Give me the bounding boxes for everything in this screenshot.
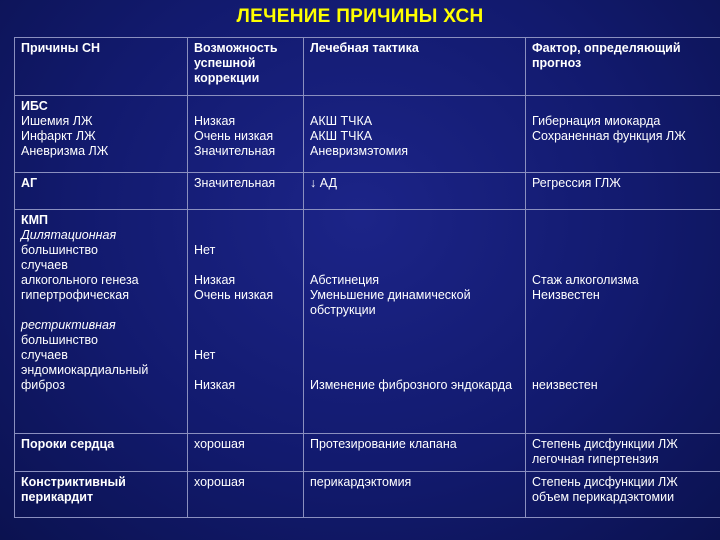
kmp-restrictive-tactic: Изменение фиброзного эндокарда [310,378,513,392]
kmp-restrictive-line-1: большинство [21,333,98,347]
table-row-valves [15,434,720,472]
table-row-pericarditis [15,472,720,518]
kmp-dilated: Дилятационная [21,228,117,242]
cell-valves-cause: Пороки сердца [15,434,188,472]
ibs-possibility-3: Значительная [194,144,276,158]
ibs-possibility-1: Низкая [194,114,236,128]
cell-ag-possibility: Значительная [188,173,304,210]
kmp-dilated-line-1: большинство [21,243,98,257]
kmp-possibility-2: Низкая [194,273,236,287]
cell-ibs-possibility [188,96,304,173]
treatment-table [14,37,720,518]
cell-ag-cause: АГ [15,173,188,210]
kmp-restrictive-line-2: случаев [21,348,68,362]
ibs-tactic-1: АКШ ТЧКА [310,114,373,128]
cell-ibs-tactics [304,96,526,173]
valves-factor-2: легочная гипертензия [532,452,659,466]
ibs-factor-1: Гибернация миокарда [532,114,661,128]
kmp-restrictive-possibility-1: Нет [194,348,216,362]
ibs-cause-1: Ишемия ЛЖ [21,114,93,128]
header-possibility: Возможность успешной коррекции [188,38,304,96]
cell-valves-possibility: хорошая [188,434,304,472]
table-row-ag [15,173,720,210]
header-causes: Причины СН [15,38,188,96]
pericarditis-factor-2: объем перикардэктомии [532,490,675,504]
cell-pericarditis-tactics: перикардэктомия [304,472,526,518]
cell-ag-factor: Регрессия ГЛЖ [526,173,720,210]
cell-ibs-causes [15,96,188,173]
cell-ibs-factor [526,96,720,173]
kmp-hypertrophic: гипертрофическая [21,288,130,302]
cell-kmp-causes [15,210,188,434]
kmp-factor-1: Стаж алкоголизма [532,273,639,287]
header-factor: Фактор, определяющий прогноз [526,38,720,96]
ibs-possibility-2: Очень низкая [194,129,274,143]
kmp-tactic-2: Уменьшение динамической обструкции [310,288,471,317]
ibs-tactic-2: АКШ ТЧКА [310,129,373,143]
cell-kmp-possibility [188,210,304,434]
kmp-tactic-1: Абстинеция [310,273,380,287]
header-tactics: Лечебная тактика [304,38,526,96]
kmp-restrictive: рестриктивная [21,318,116,332]
valves-factor-1: Степень дисфункции ЛЖ [532,437,678,451]
kmp-factor-2: Неизвестен [532,288,600,302]
cell-pericarditis-cause: Констриктивный перикардит [15,472,188,518]
cell-kmp-factor [526,210,720,434]
kmp-possibility-1: Нет [194,243,216,257]
pericarditis-factor-1: Степень дисфункции ЛЖ [532,475,678,489]
cell-valves-tactics: Протезирование клапана [304,434,526,472]
table-row-kmp [15,210,720,434]
kmp-restrictive-line-3: эндомиокардиальный [21,363,149,377]
ibs-cause-2: Инфаркт ЛЖ [21,129,96,143]
ibs-tactic-3: Аневризмэтомия [310,144,409,158]
kmp-restrictive-factor: неизвестен [532,378,598,392]
kmp-possibility-3: Очень низкая [194,288,274,302]
cell-ag-tactics: ↓ АД [304,173,526,210]
cell-kmp-tactics [304,210,526,434]
kmp-restrictive-possibility-2: Низкая [194,378,236,392]
cell-pericarditis-possibility: хорошая [188,472,304,518]
ibs-factor-2: Сохраненная функция ЛЖ [532,129,686,143]
cell-pericarditis-factor [526,472,720,518]
kmp-heading: КМП [21,213,49,227]
kmp-restrictive-line-4: фиброз [21,378,65,392]
table-row-ibs [15,96,720,173]
cell-valves-factor [526,434,720,472]
ibs-cause-3: Аневризма ЛЖ [21,144,109,158]
page-title: ЛЕЧЕНИЕ ПРИЧИНЫ ХСН [236,6,484,27]
ibs-heading: ИБС [21,99,48,113]
kmp-dilated-line-2: случаев [21,258,68,272]
kmp-dilated-line-3: алкогольного генеза [21,273,139,287]
table-header-row [15,38,720,96]
